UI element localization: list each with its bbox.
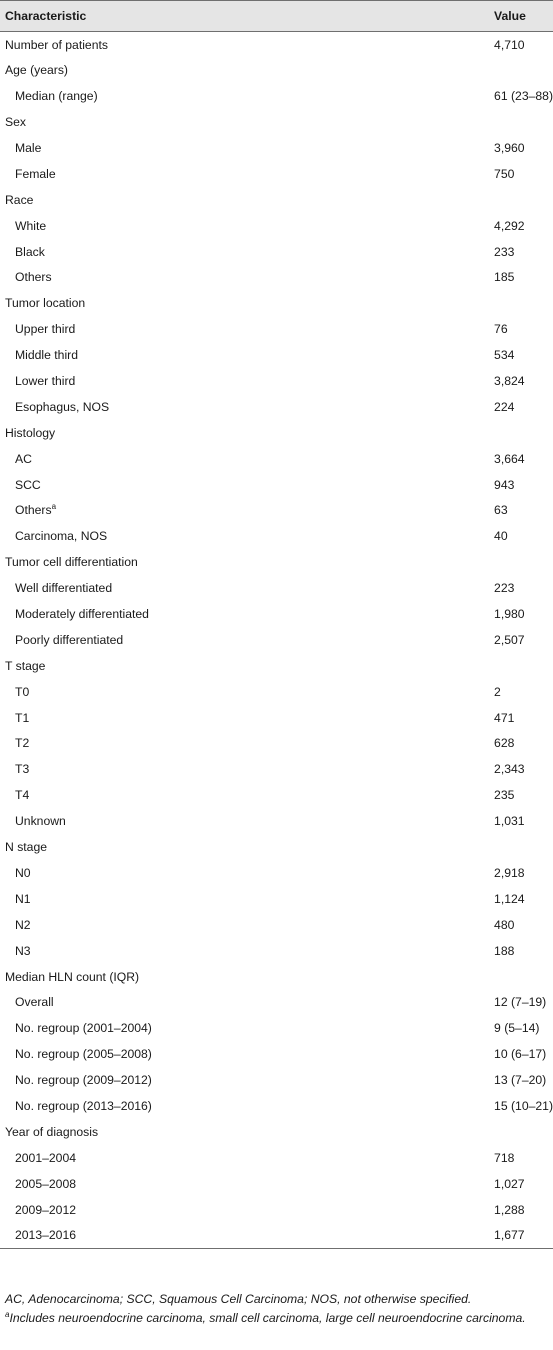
value-cell: 471 (494, 710, 515, 725)
characteristic-cell (0, 1041, 494, 1067)
characteristic-label: White (15, 218, 47, 233)
value-cell: 10 (6–17) (494, 1047, 547, 1062)
characteristic-label: Middle third (15, 348, 78, 363)
characteristic-label: SCC (15, 477, 41, 492)
table-row (0, 265, 553, 291)
value-cell: 3,960 (494, 141, 525, 155)
characteristic-label: No. regroup (2005–2008) (15, 1047, 152, 1062)
characteristic-cell (0, 782, 494, 808)
characteristic-label: T4 (15, 788, 30, 803)
characteristic-label: N2 (15, 917, 31, 932)
characteristic-label: Well differentiated (15, 581, 113, 596)
footnote-a-marker: a (5, 1309, 10, 1319)
characteristic-cell (0, 109, 494, 135)
characteristic-label: Others (15, 270, 52, 285)
value-cell: 15 (10–21) (494, 1098, 553, 1113)
characteristic-label: Esophagus, NOS (15, 399, 110, 414)
characteristic-cell (0, 1145, 494, 1171)
characteristic-cell (0, 1119, 494, 1145)
characteristic-label: Male (15, 141, 42, 155)
characteristic-label: Tumor cell differentiation (5, 555, 138, 570)
characteristic-label: N0 (15, 865, 31, 880)
table-row (0, 472, 553, 498)
value-cell: 223 (494, 581, 515, 596)
characteristic-cell (0, 860, 494, 886)
characteristic-cell (0, 265, 494, 291)
table-row (0, 731, 553, 757)
characteristic-label: Black (15, 244, 45, 259)
characteristic-label: 2005–2008 (15, 1176, 77, 1191)
table-body (0, 32, 553, 1249)
footnote-a-text: Includes neuroendocrine carcinoma, small cell carcinoma, large cell neuroendocrine carcinoma. (9, 1310, 526, 1325)
characteristic-label: Upper third (15, 322, 76, 337)
table-row (0, 964, 553, 990)
characteristic-cell (0, 989, 494, 1015)
value-cell: 1,031 (494, 814, 525, 829)
value-cell (494, 57, 553, 83)
value-cell: 40 (494, 529, 508, 544)
table-row (0, 912, 553, 938)
characteristic-cell (0, 1067, 494, 1093)
value-cell: 628 (494, 736, 515, 751)
characteristic-cell (0, 523, 494, 549)
value-cell: 4,710 (494, 37, 525, 52)
table-row (0, 1015, 553, 1041)
characteristic-cell (0, 1171, 494, 1197)
characteristic-cell (0, 316, 494, 342)
table-row (0, 161, 553, 187)
characteristic-cell (0, 808, 494, 834)
characteristic-cell (0, 886, 494, 912)
table-row (0, 420, 553, 446)
characteristic-label: No. regroup (2009–2012) (15, 1073, 152, 1088)
table-row (0, 290, 553, 316)
header-value: Value (494, 9, 526, 23)
value-cell (494, 549, 553, 575)
characteristic-label: Tumor location (5, 296, 86, 311)
value-cell: 185 (494, 270, 515, 285)
characteristic-cell (0, 1015, 494, 1041)
table-row (0, 368, 553, 394)
value-cell: 534 (494, 348, 515, 363)
value-cell: 188 (494, 943, 515, 958)
table-row (0, 83, 553, 109)
value-cell (494, 1119, 553, 1145)
characteristic-cell (0, 705, 494, 731)
value-cell: 12 (7–19) (494, 995, 547, 1010)
table-row (0, 860, 553, 886)
table-row (0, 679, 553, 705)
characteristic-label: Median (range) (15, 89, 98, 104)
table-row (0, 653, 553, 679)
value-cell (494, 290, 553, 316)
characteristic-cell (0, 135, 494, 161)
table-row (0, 523, 553, 549)
characteristic-cell (0, 446, 494, 472)
table-row (0, 627, 553, 653)
value-cell (494, 187, 553, 213)
table-row (0, 1093, 553, 1119)
table-row (0, 989, 553, 1015)
value-cell: 1,027 (494, 1176, 525, 1191)
footnote-a (5, 1311, 551, 1327)
value-cell: 13 (7–20) (494, 1073, 547, 1088)
characteristic-cell (0, 679, 494, 705)
table-row (0, 135, 553, 161)
characteristic-cell (0, 834, 494, 860)
value-cell: 4,292 (494, 218, 525, 233)
value-cell: 3,824 (494, 374, 525, 389)
characteristic-cell (0, 342, 494, 368)
characteristic-label: Overall (15, 995, 54, 1010)
characteristic-label: Moderately differentiated (15, 607, 149, 622)
value-cell: 1,980 (494, 607, 525, 622)
value-cell: 61 (23–88) (494, 89, 553, 104)
characteristic-cell (0, 290, 494, 316)
characteristic-cell (0, 1093, 494, 1119)
table-row (0, 834, 553, 860)
value-cell (494, 653, 553, 679)
characteristic-cell (0, 83, 494, 109)
characteristic-cell (0, 32, 494, 58)
characteristic-cell (0, 213, 494, 239)
characteristic-label: N1 (15, 891, 31, 906)
value-cell: 2,343 (494, 762, 525, 777)
characteristic-cell (0, 601, 494, 627)
table-footnotes (5, 1292, 551, 1329)
table-row (0, 109, 553, 135)
table-row (0, 808, 553, 834)
table-row (0, 1145, 553, 1171)
characteristic-cell (0, 627, 494, 653)
table-row (0, 342, 553, 368)
value-cell: 2 (494, 684, 501, 699)
characteristic-cell (0, 394, 494, 420)
characteristic-label: No. regroup (2001–2004) (15, 1021, 152, 1036)
table-row (0, 756, 553, 782)
table-row (0, 32, 553, 58)
characteristic-label: 2009–2012 (15, 1202, 77, 1217)
characteristic-cell (0, 1222, 494, 1248)
value-cell: 76 (494, 322, 508, 337)
value-cell (494, 420, 553, 446)
table-row (0, 1067, 553, 1093)
characteristic-label: Lower third (15, 374, 76, 389)
value-cell: 224 (494, 399, 515, 414)
value-cell: 750 (494, 166, 515, 181)
characteristic-cell (0, 938, 494, 964)
table-row (0, 213, 553, 239)
characteristic-cell (0, 1197, 494, 1223)
value-cell: 9 (5–14) (494, 1021, 540, 1036)
characteristic-label: Age (years) (5, 63, 68, 78)
characteristic-label: Histology (5, 425, 56, 440)
value-cell: 3,664 (494, 451, 525, 466)
characteristic-label: No. regroup (2013–2016) (15, 1098, 152, 1113)
characteristic-cell (0, 549, 494, 575)
characteristic-label: Poorly differentiated (15, 632, 124, 647)
value-cell: 1,677 (494, 1228, 525, 1243)
table-row (0, 886, 553, 912)
characteristic-cell (0, 57, 494, 83)
characteristic-cell (0, 731, 494, 757)
characteristic-label: T1 (15, 710, 30, 725)
table-row (0, 187, 553, 213)
value-cell: 1,124 (494, 891, 525, 906)
footnote-marker: a (51, 502, 57, 512)
value-cell: 235 (494, 788, 515, 803)
characteristic-label: Others (15, 503, 52, 518)
value-cell (494, 109, 553, 135)
characteristic-label: T3 (15, 762, 30, 777)
characteristic-cell (0, 239, 494, 265)
table-row (0, 1041, 553, 1067)
characteristic-label: 2013–2016 (15, 1228, 77, 1243)
characteristic-label: Carcinoma, NOS (15, 529, 108, 544)
header-characteristic: Characteristic (5, 9, 87, 23)
characteristic-label: Unknown (15, 814, 66, 829)
table-row (0, 575, 553, 601)
characteristic-label: Female (15, 166, 56, 181)
value-cell (494, 964, 553, 990)
characteristic-label: N3 (15, 943, 31, 958)
value-cell: 1,288 (494, 1202, 525, 1217)
characteristic-cell (0, 187, 494, 213)
value-cell: 943 (494, 477, 515, 492)
characteristic-label: 2001–2004 (15, 1150, 77, 1165)
value-cell: 63 (494, 503, 508, 518)
table-row (0, 316, 553, 342)
characteristic-cell (0, 964, 494, 990)
footnote-abbreviations: AC, Adenocarcinoma; SCC, Squamous Cell Carcinoma; NOS, not otherwise specified. (5, 1292, 472, 1306)
characteristic-label: T0 (15, 684, 30, 699)
characteristic-cell (0, 498, 494, 524)
characteristic-cell (0, 472, 494, 498)
table-header-row (0, 1, 553, 32)
characteristic-cell (0, 912, 494, 938)
table-row (0, 394, 553, 420)
characteristic-cell (0, 161, 494, 187)
table-row (0, 705, 553, 731)
table-row (0, 239, 553, 265)
value-cell: 233 (494, 244, 515, 259)
table-row (0, 498, 553, 524)
characteristic-cell (0, 420, 494, 446)
characteristic-label: T2 (15, 736, 30, 751)
table-row (0, 938, 553, 964)
characteristic-label: Median HLN count (IQR) (5, 969, 140, 984)
characteristic-cell (0, 575, 494, 601)
characteristic-label: Year of diagnosis (5, 1124, 99, 1139)
characteristic-cell (0, 756, 494, 782)
table-row (0, 601, 553, 627)
table-row (0, 782, 553, 808)
table-row (0, 1119, 553, 1145)
characteristic-label: Number of patients (5, 37, 108, 52)
value-cell (494, 834, 553, 860)
table-row (0, 1222, 553, 1248)
value-cell: 2,918 (494, 865, 525, 880)
characteristic-cell (0, 368, 494, 394)
table-row (0, 57, 553, 83)
table-row (0, 1197, 553, 1223)
characteristic-label: AC (15, 451, 32, 466)
table-row (0, 549, 553, 575)
characteristic-cell (0, 653, 494, 679)
characteristic-label: N stage (5, 840, 48, 855)
value-cell: 718 (494, 1150, 515, 1165)
value-cell: 480 (494, 917, 515, 932)
characteristic-label: Race (5, 192, 34, 207)
characteristic-label: T stage (5, 658, 46, 673)
value-cell: 2,507 (494, 632, 525, 647)
table-row (0, 446, 553, 472)
characteristic-label: Sex (5, 115, 27, 130)
table-row (0, 1171, 553, 1197)
